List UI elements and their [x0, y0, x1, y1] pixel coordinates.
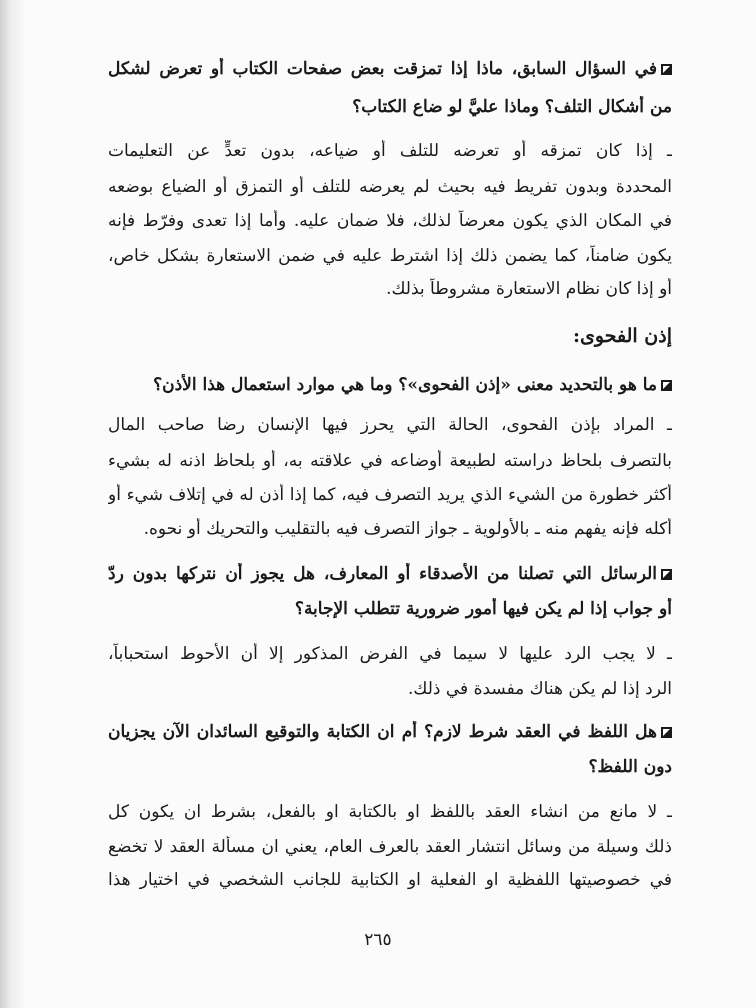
question-box-icon [661, 727, 672, 738]
answer-line: ذلك وسيلة من وسائل انتشار العقد بالعرف العام، يعني ان مسألة العقد لا تخضع [108, 837, 672, 857]
answer-line: في المكان الذي يكون معرضاً لذلك، فلا ضمان عليه. وأما إذا تعدى وفرّط فإنه [108, 211, 672, 231]
question-line: في السؤال السابق، ماذا إذا تمزقت بعض صفحات الكتاب أو تعرض لشكل [108, 58, 672, 81]
answer-line: بالتصرف بلحاظ دراسته لطبيعة أوضاعه في علاقته به، أو بلحاظ اذنه له بشيء [108, 451, 672, 471]
question-box-icon [661, 380, 672, 391]
binding-shadow [0, 0, 26, 1008]
section-heading: إذن الفحوى: [573, 325, 672, 347]
answer-line: أكثر خطورة من الشيء الذي يريد التصرف فيه، كما إذا أذن له في إتلاف شيء أو [108, 485, 672, 505]
question-line: دون اللفظ؟ [588, 757, 672, 777]
answer-line: أو إذا كان نظام الاستعارة مشروطاً بذلك. [386, 279, 672, 299]
question-line: من أشكال التلف؟ وماذا عليَّ لو ضاع الكتاب؟ [352, 97, 672, 117]
question-box-icon [661, 64, 672, 75]
question-line: ما هو بالتحديد معنى «إذن الفحوى»؟ وما هي موارد استعمال هذا الأذن؟ [108, 374, 672, 397]
question-line: الرسائل التي تصلنا من الأصدقاء أو المعارف، هل يجوز أن نتركها بدون ردّ [108, 563, 672, 586]
question-line: هل اللفظ في العقد شرط لازم؟ أم ان الكتابة والتوقيع السائدان الآن يجزيان [108, 721, 672, 744]
question-box-icon [661, 569, 672, 580]
answer-line: أكله فإنه يفهم منه ـ بالأولوية ـ جواز التصرف فيه بالتقليب والتحريك أو نحوه. [143, 519, 672, 539]
answer-line: في خصوصيتها اللفظية او الفعلية او الكتابية للجانب الشخصي في اختيار هذا [108, 870, 672, 890]
answer-line: يكون ضامناً، كما يضمن ذلك إذا اشترط عليه في ضمن الاستعارة بشكل خاص، [108, 246, 672, 266]
answer-line: الرد إذا لم يكن هناك مفسدة في ذلك. [407, 679, 672, 699]
question-line: أو جواب إذا لم يكن فيها أمور ضرورية تتطلب الإجابة؟ [294, 599, 672, 619]
answer-line: ـ لا مانع من انشاء العقد باللفظ او بالكتابة او بالفعل، بشرط ان يكون كل [108, 802, 672, 822]
answer-line: ـ إذا كان تمزقه أو تعرضه للتلف أو ضياعه، بدون تعدٍّ عن التعليمات [108, 141, 672, 161]
page-number: ٢٦٥ [364, 930, 392, 950]
answer-line: المحددة وبدون تفريط فيه بحيث لم يعرضه للتلف أو التمزق أو الضياع بوضعه [108, 177, 672, 197]
answer-line: ـ المراد بإذن الفحوى، الحالة التي يحرز فيها الإنسان رضا صاحب المال [108, 415, 672, 435]
answer-line: ـ لا يجب الرد عليها لا سيما في الفرض المذكور إلا أن الأحوط استحباباً، [108, 644, 672, 664]
